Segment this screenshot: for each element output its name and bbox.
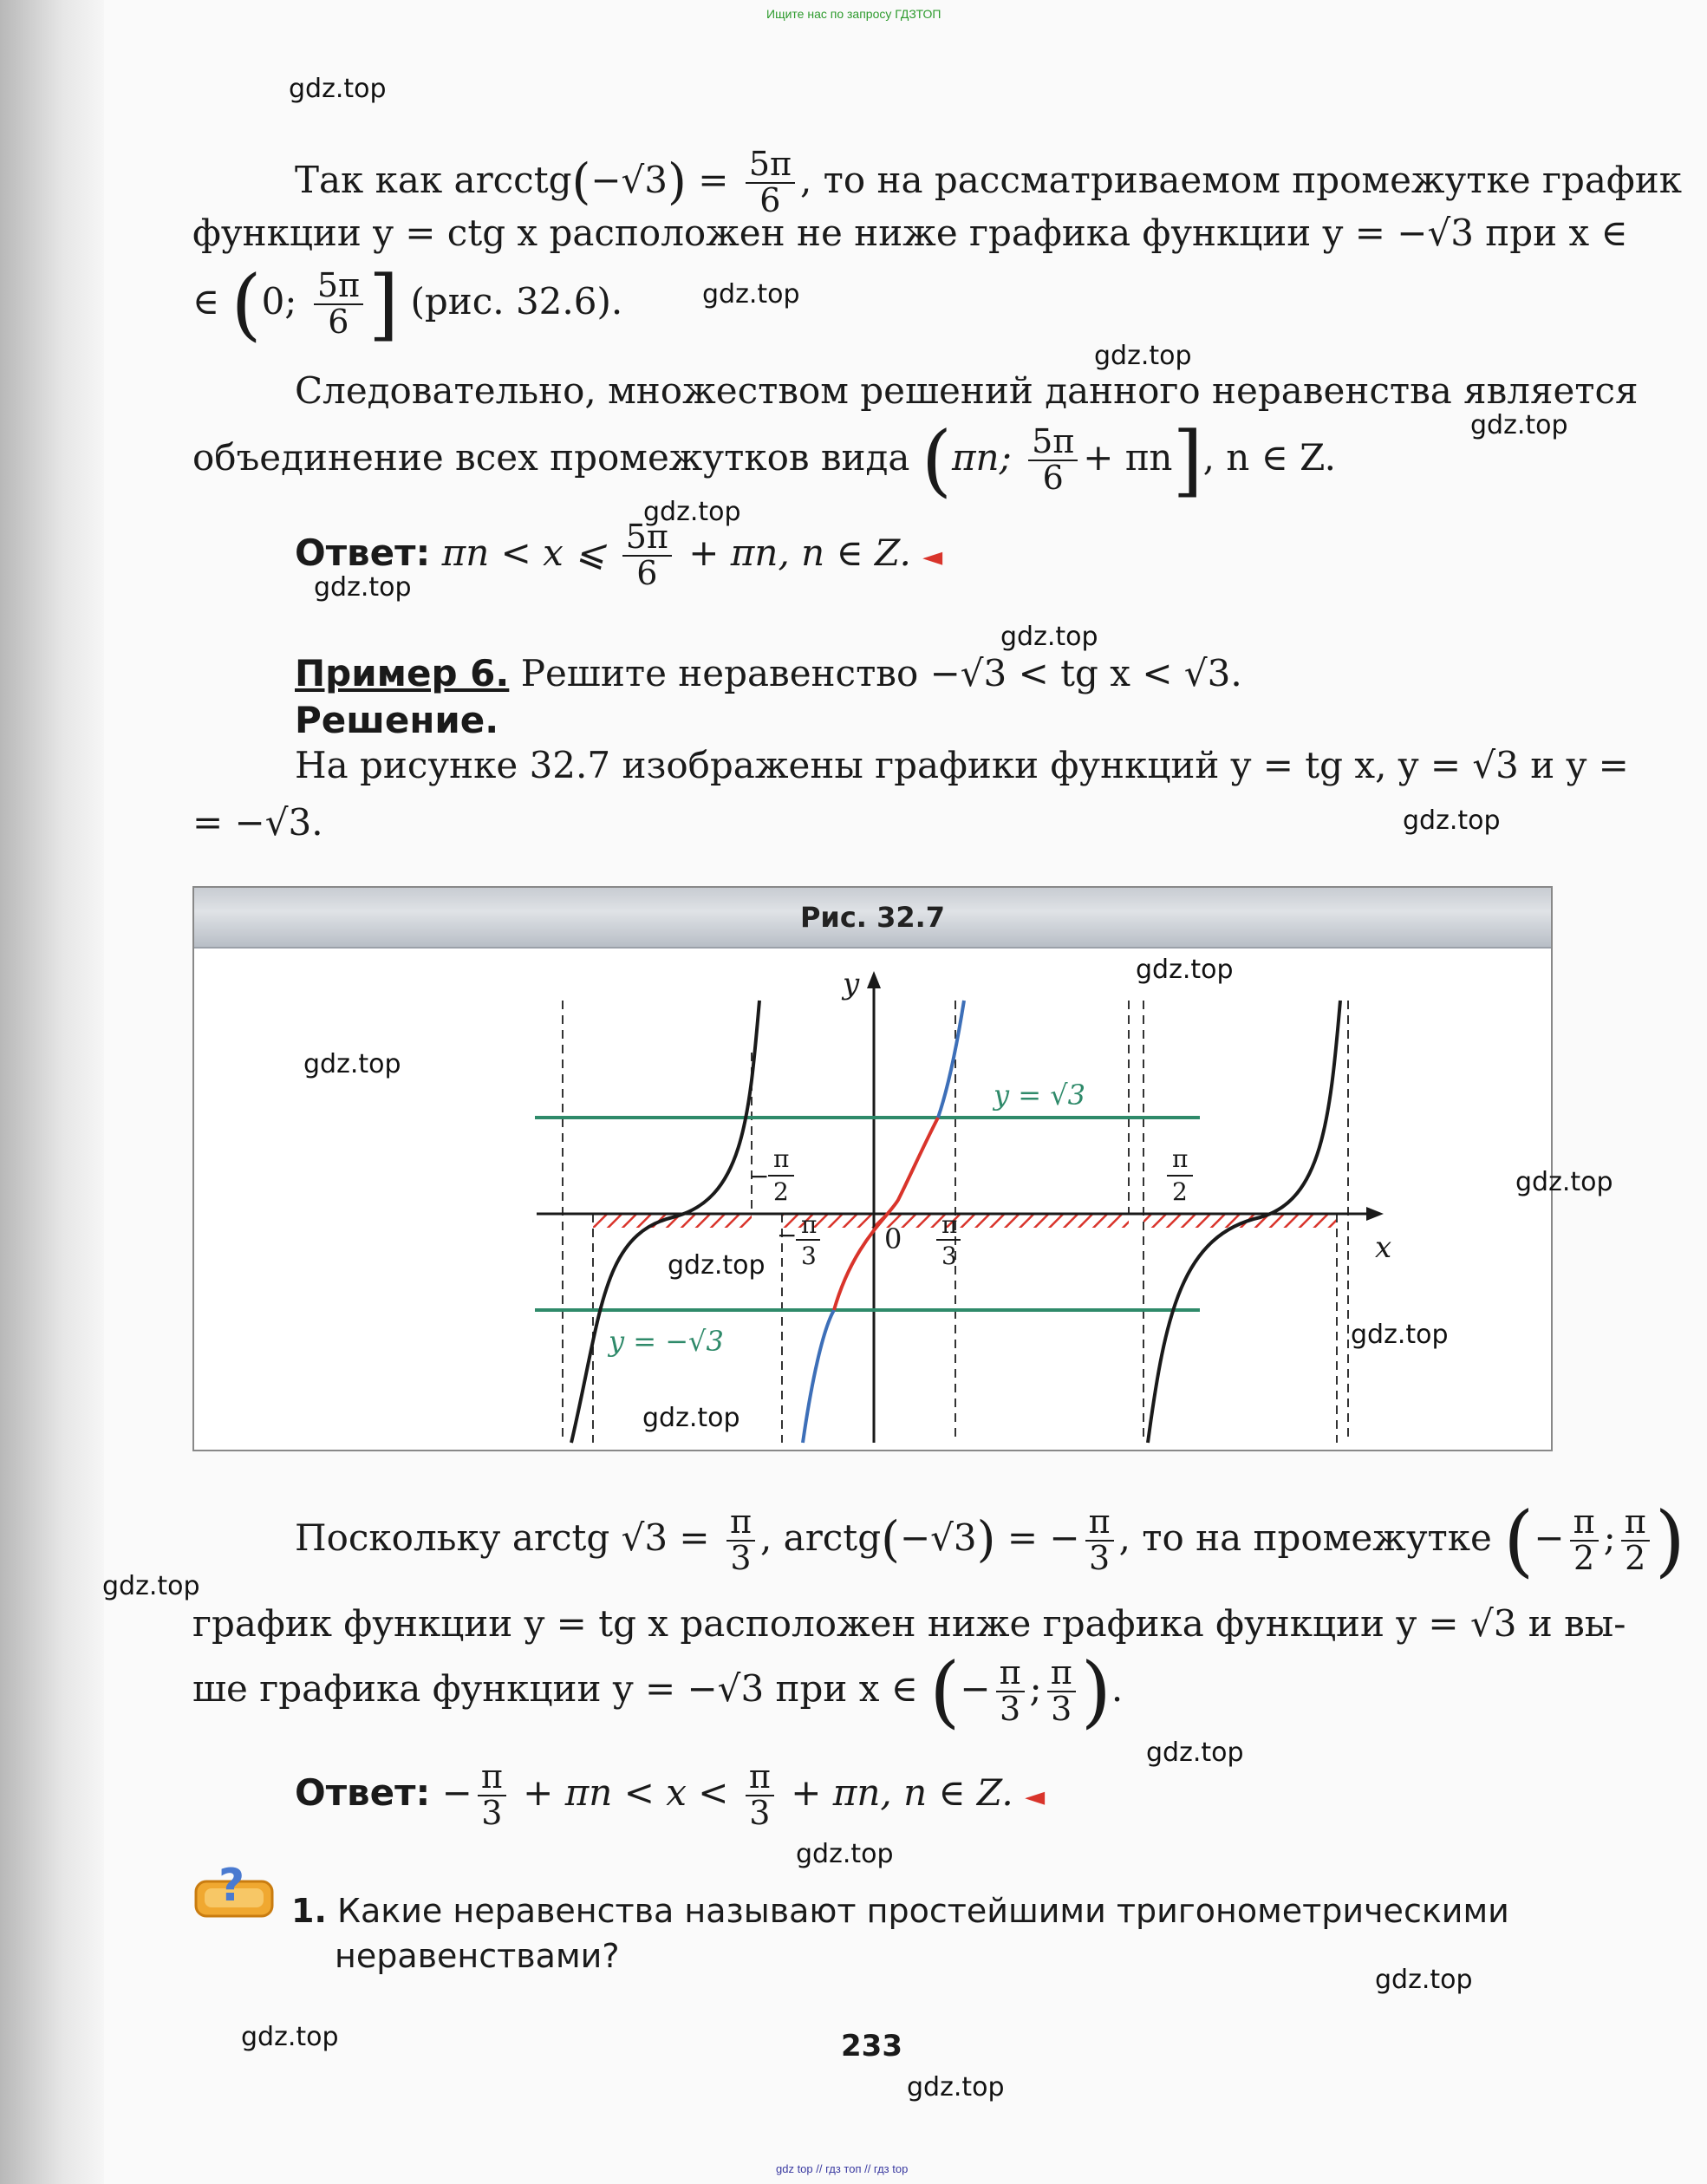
fraction: $\frac{\pi}{2}$ <box>1621 1505 1650 1576</box>
y-axis-arrow-icon <box>867 971 881 988</box>
text: , arctg <box>759 1516 882 1559</box>
watermark: gdz.top <box>1375 1965 1473 1995</box>
tg-branch-center-blue-high <box>938 1001 964 1118</box>
tick-3: 3 <box>941 1242 957 1270</box>
fraction: $\frac{\pi}{3}$ <box>726 1505 755 1576</box>
text: объединение всех промежутков вида <box>192 435 910 479</box>
fraction: $\frac{5\pi}{6}$ <box>314 269 363 340</box>
text: . <box>1111 1666 1124 1710</box>
fraction: $\frac{5\pi}{6}$ <box>622 520 672 591</box>
para2-line1: Следовательно, множеством решений данного неравенства является <box>295 369 1639 412</box>
para1-line2: функции y = ctg x расположен не ниже графика функции y = −√3 при x ∈ <box>192 212 1628 254</box>
watermark: gdz.top <box>1515 1167 1613 1197</box>
question-1 <box>291 1892 1509 1930</box>
watermark: gdz.top <box>1470 410 1568 440</box>
watermark: gdz.top <box>1136 955 1234 985</box>
text: ше графика функции y = −√3 при x ∈ <box>192 1666 918 1710</box>
example6 <box>295 652 1242 694</box>
fraction: $\frac{\pi}{3}$ <box>1047 1656 1076 1727</box>
text: 0; <box>261 279 297 323</box>
text: Поскольку arctg √3 = <box>295 1516 710 1559</box>
para2-line2: объединение всех промежутков вида (πn; $\frac{5\pi}{6}$ + πn], n ∈ Z. <box>192 414 1336 506</box>
watermark: gdz.top <box>907 2072 1005 2103</box>
book-spine-shadow <box>0 0 104 2184</box>
tick-2: 2 <box>773 1177 789 1206</box>
example-label: Пример 6. <box>295 652 510 694</box>
tick-pi: π <box>773 1144 790 1173</box>
watermark: gdz.top <box>1094 341 1192 371</box>
fraction: $\frac{\pi}{3}$ <box>1085 1505 1114 1576</box>
watermark: gdz.top <box>642 1403 740 1433</box>
question-1-line2: неравенствами? <box>335 1937 620 1975</box>
watermark: gdz.top <box>1000 622 1098 652</box>
para3-line1: На рисунке 32.7 изображены графики функций y = tg x, y = √3 и y = <box>295 744 1629 786</box>
para1-line3: ∈ (0; $\frac{5\pi}{6}$ ] (рис. 32.6). <box>192 258 623 350</box>
text: πn; <box>951 435 1012 479</box>
text: ∈ <box>192 279 220 323</box>
watermark: gdz.top <box>1403 805 1501 836</box>
text: −√3 <box>899 1516 977 1559</box>
svg-text:?: ? <box>218 1862 245 1912</box>
text: , n ∈ Z. <box>1202 435 1336 479</box>
para4-line3: ше графика функции y = −√3 при x ∈ (− $\frac{\pi}{3}$ ; $\frac{\pi}{3}$ ). <box>192 1646 1124 1737</box>
fraction: $\frac{\pi}{3}$ <box>996 1656 1025 1727</box>
fraction: $\frac{5\pi}{6}$ <box>746 147 795 218</box>
fraction: $\frac{\pi}{2}$ <box>1570 1505 1599 1576</box>
watermark: gdz.top <box>702 279 800 310</box>
watermark: gdz.top <box>668 1250 766 1281</box>
para4-line2: график функции y = tg x расположен ниже графика функции y = √3 и вы- <box>192 1602 1626 1645</box>
text: = <box>698 158 729 201</box>
end-marker-icon: ◄ <box>922 541 943 572</box>
top-note: Ищите нас по запросу ГДЗТОП <box>766 7 941 21</box>
watermark: gdz.top <box>1351 1320 1449 1350</box>
text: Так как arcctg <box>295 158 572 201</box>
text: + πn, n ∈ Z. <box>791 1770 1013 1814</box>
watermark: gdz.top <box>303 1049 401 1079</box>
text: (рис. 32.6). <box>410 279 623 323</box>
watermark: gdz.top <box>314 572 412 603</box>
question-mark-icon <box>192 1862 276 1923</box>
fraction: $\frac{\pi}{3}$ <box>746 1760 774 1831</box>
tg-branch-center-blue-low <box>803 1310 834 1443</box>
question-number: 1. <box>291 1892 327 1930</box>
text: , то на рассматриваемом промежутке график <box>799 158 1683 201</box>
text: −√3 <box>590 158 668 201</box>
origin-label: 0 <box>884 1222 902 1255</box>
figure-header <box>194 888 1551 949</box>
para3-line2: = −√3. <box>192 801 323 844</box>
question-text: Какие неравенства называют простейшими тригонометрическими <box>336 1892 1509 1930</box>
watermark: gdz.top <box>643 497 741 527</box>
tick-neg-sign: − <box>777 1221 798 1249</box>
text: + πn, n ∈ Z. <box>688 531 911 574</box>
watermark: gdz.top <box>1146 1737 1244 1768</box>
fraction: $\frac{5\pi}{6}$ <box>1028 425 1078 496</box>
tick-pi: π <box>1172 1144 1189 1173</box>
text: + πn < x < <box>523 1770 729 1814</box>
tangent-graph <box>194 949 1551 1450</box>
answer-label: Ответ: <box>295 531 431 574</box>
tick-neg-sign: − <box>749 1162 770 1190</box>
page-number: 233 <box>841 2029 902 2063</box>
text: = − <box>1007 1516 1080 1559</box>
tick-2: 2 <box>1172 1177 1188 1206</box>
footer-links: gdz top // гдз топ // гдз top <box>776 2162 909 2175</box>
x-axis-arrow-icon <box>1366 1207 1384 1221</box>
tick-pi: π <box>801 1210 818 1239</box>
watermark: gdz.top <box>102 1571 200 1601</box>
watermark: gdz.top <box>289 74 387 104</box>
watermark: gdz.top <box>796 1839 894 1869</box>
watermark: gdz.top <box>241 2022 339 2052</box>
label-y-neg-sqrt3: y = −√3 <box>609 1325 724 1358</box>
para1-line1: Так как arcctg(−√3) = $\frac{5\pi}{6}$ , то на рассматриваемом промежутке график <box>295 145 1683 219</box>
label-y-sqrt3: y = √3 <box>994 1079 1085 1112</box>
tick-pi: π <box>941 1210 958 1239</box>
axis-y-label: y <box>843 967 860 1001</box>
answer2 <box>295 1757 1046 1832</box>
end-marker-icon: ◄ <box>1025 1781 1046 1812</box>
solution-label: Решение. <box>295 699 499 741</box>
text: − <box>441 1770 472 1814</box>
figure-32-7 <box>192 886 1553 1451</box>
axis-x-label: x <box>1375 1230 1392 1265</box>
tick-3: 3 <box>801 1242 817 1270</box>
para4-line1: Поскольку arctg √3 = $\frac{\pi}{3}$ , arctg(−√3) = − $\frac{\pi}{3}$ , то на промежутке (− $\frac{\pi}{2}$ ; $\frac{\pi}{2}$ ) <box>295 1495 1685 1587</box>
text: + πn <box>1083 435 1173 479</box>
text: − <box>960 1666 991 1710</box>
fraction: $\frac{\pi}{3}$ <box>478 1760 506 1831</box>
text: πn < x ⩽ <box>441 531 606 574</box>
text: Решите неравенство −√3 < tg x < √3. <box>520 652 1242 694</box>
text: − <box>1534 1516 1565 1559</box>
text: , то на промежутке <box>1118 1516 1492 1559</box>
figure-title: Рис. 32.7 <box>799 901 946 934</box>
answer-label: Ответ: <box>295 1770 431 1814</box>
